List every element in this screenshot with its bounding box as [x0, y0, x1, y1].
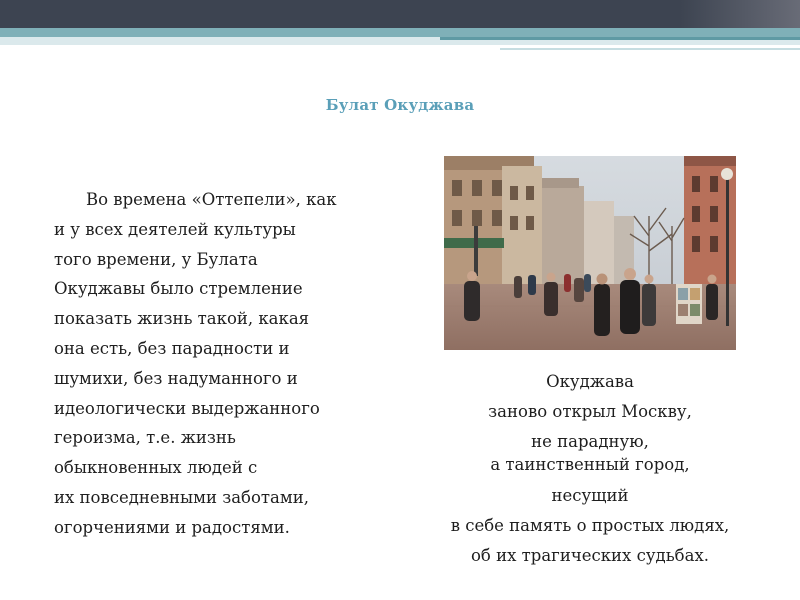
body-line: показать жизнь такой, какая: [54, 309, 310, 329]
caption-line: об их трагических судьбах.: [470, 545, 710, 565]
caption-line: в себе память о простых людях,: [450, 516, 730, 536]
header-stripe-thin: [500, 48, 800, 50]
body-line: она есть, без парадности и: [54, 338, 290, 358]
street-photo-illustration: [444, 156, 736, 350]
header-stripe-accent: [440, 37, 800, 40]
body-paragraph: [54, 185, 394, 543]
caption-line: не парадную,: [531, 431, 649, 451]
body-line: их повседневными заботами,: [54, 487, 309, 507]
header-stripe: [0, 28, 800, 37]
body-line: идеологически выдержанного: [54, 398, 320, 418]
body-line: того времени, у Булата: [54, 249, 258, 269]
street-photo: [444, 156, 736, 350]
body-line: героизма, т.е. жизнь: [54, 428, 236, 448]
body-line: шумихи, без надуманного и: [54, 368, 298, 388]
caption-line: а таинственный город,: [490, 455, 690, 475]
body-line: Окуджавы было стремление: [54, 279, 303, 299]
photo-caption: [410, 367, 770, 571]
caption-line: несущий: [551, 486, 629, 506]
body-line: Во времена «Оттепели», как: [86, 190, 337, 209]
header-bar: [0, 0, 800, 28]
slide-title: Булат Окуджава: [325, 96, 475, 114]
caption-line: Окуджава: [546, 372, 634, 391]
body-line: обыкновенных людей с: [54, 458, 258, 478]
body-line: и у всех деятелей культуры: [54, 219, 296, 239]
body-line: огорчениями и радостями.: [54, 517, 290, 537]
caption-line: заново открыл Москву,: [488, 401, 692, 421]
